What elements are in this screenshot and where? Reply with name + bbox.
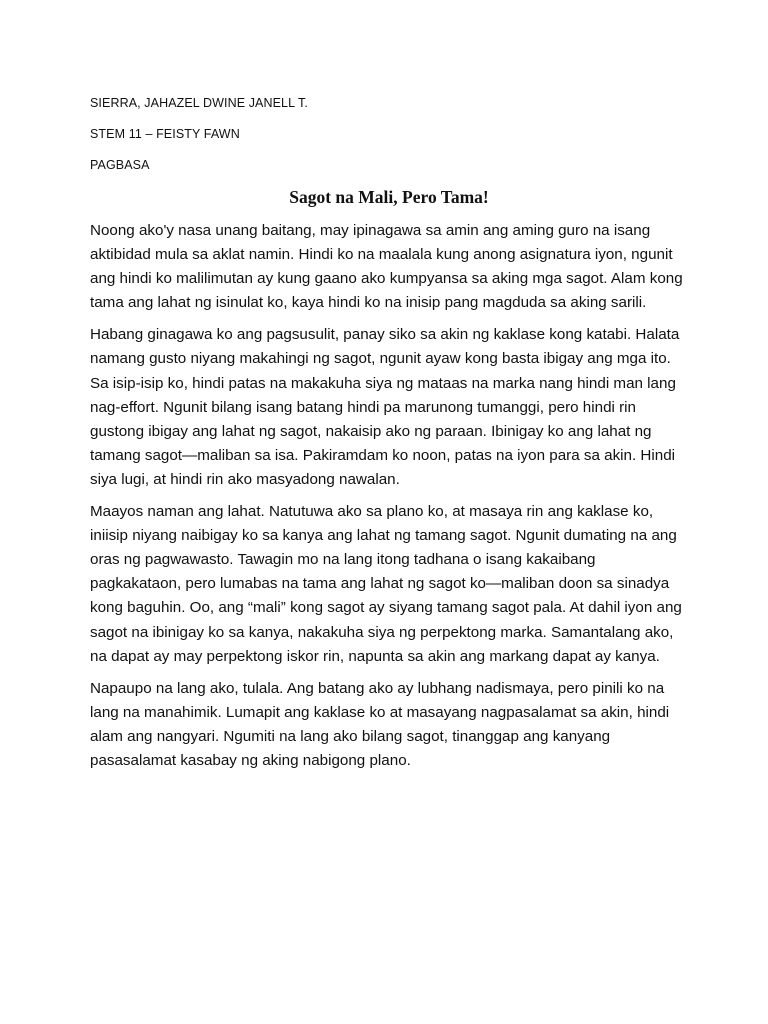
paragraph-3: Maayos naman ang lahat. Natutuwa ako sa plano ko, at masaya rin ang kaklase ko, iniisip niyang naibigay ko sa kanya ang lahat ng tamang sagot. Ngunit dumating na ang oras ng pagwawasto. Tawagin mo na lang itong tadhana o isang kakaibang pagkakataon, pero lumabas na tama ang lahat ng sagot ko—maliban doon sa sinadya kong baguhin. Oo, ang “mali” kong sagot ay siyang tamang sagot pala. At dahil iyon ang sagot na ibinigay ko sa kanya, nakakuha siya ng perpektong marka. Samantalang ako, na dapat ay may perpektong iskor rin, napunta sa akin ang markang dapat ay kanya. xyxy=(90,503,682,665)
paragraph-4: Napaupo na lang ako, tulala. Ang batang ako ay lubhang nadismaya, pero pinili ko na lang na manahimik. Lumapit ang kaklase ko at masayang nagpasalamat sa akin, hindi alam ang nangyari. Ngumiti na lang ako bilang sagot, tinanggap ang kanyang pasasalamat kasabay ng aking nabigong plano. xyxy=(90,679,670,769)
section-label: STEM 11 – FEISTY FAWN xyxy=(90,127,240,141)
essay-title: Sagot na Mali, Pero Tama! xyxy=(289,187,489,207)
document-body xyxy=(90,95,688,781)
subject-label: PAGBASA xyxy=(90,158,150,172)
student-name: SIERRA, JAHAZEL DWINE JANELL T. xyxy=(90,96,308,110)
paragraph-1: Noong ako'y nasa unang baitang, may ipinagawa sa amin ang aming guro na isang aktibidad mula sa aklat namin. Hindi ko na maalala kung anong asignatura iyon, ngunit ang hindi ko malilimutan ay kung gaano ako kumpyansa sa aking mga sagot. Alam kong tama ang lahat ng isinulat ko, kaya hindi ko na inisip pang magduda sa aking sarili. xyxy=(90,222,683,312)
paragraph-2: Habang ginagawa ko ang pagsusulit, panay siko sa akin ng kaklase kong katabi. Halata namang gusto niyang makahingi ng sagot, ngunit ayaw kong basta ibigay ang mga ito. Sa isip-isip ko, hindi patas na makakuha siya ng mataas na marka nang hindi man lang nag-effort. Ngunit bilang isang batang hindi pa marunong tumanggi, pero hindi rin gustong ibigay ang lahat ng sagot, nakaisip ako ng paraan. Ibinigay ko ang lahat ng tamang sagot—maliban sa isa. Pakiramdam ko noon, patas na iyon para sa akin. Hindi siya lugi, at hindi rin ako masyadong nawalan. xyxy=(90,326,680,488)
